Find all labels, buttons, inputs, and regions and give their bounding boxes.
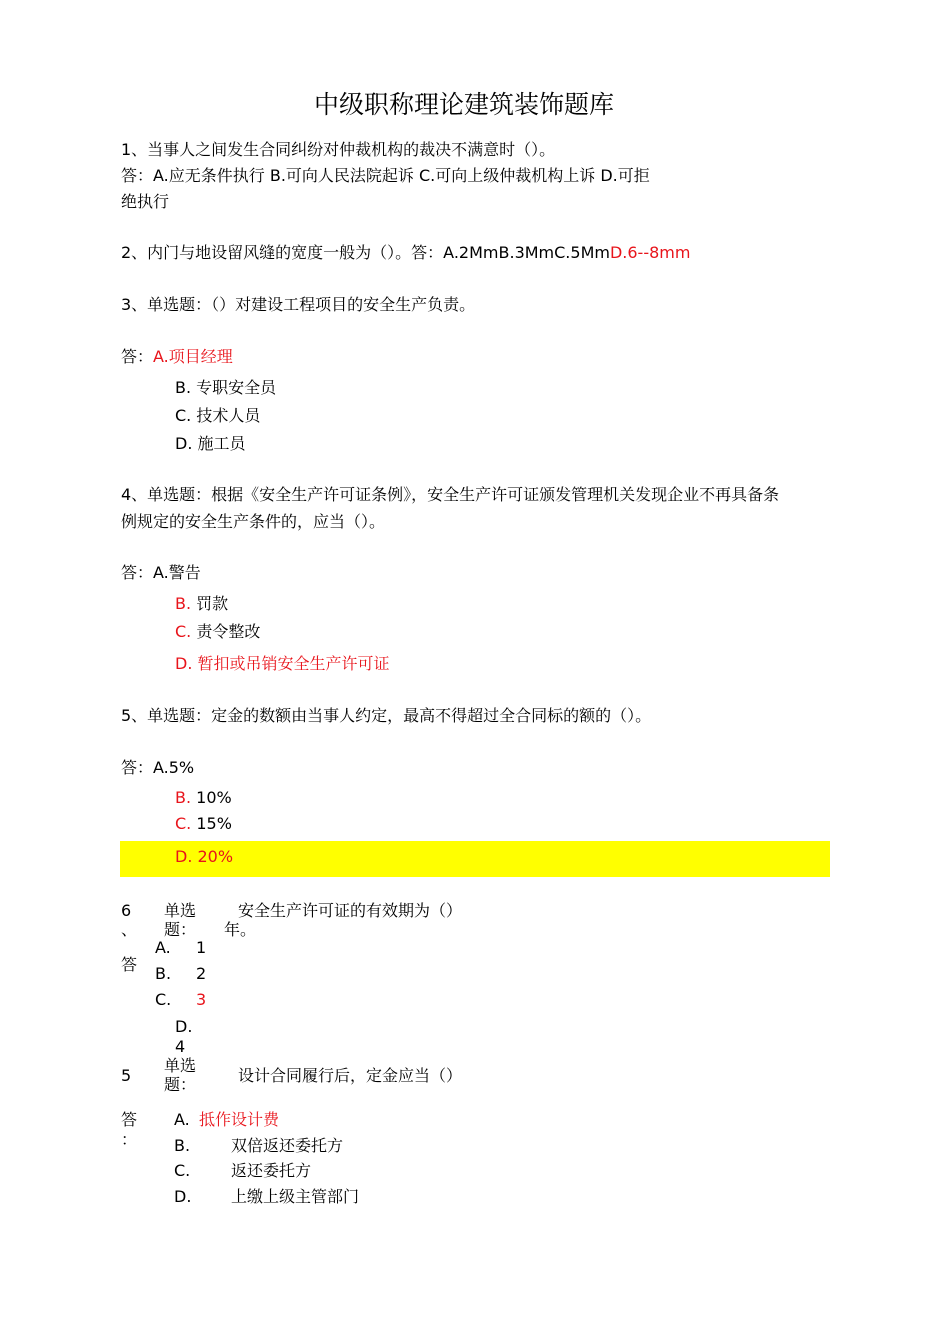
- answer-7-label-line2: ：: [121, 1130, 138, 1149]
- option-4-c: [175, 624, 260, 640]
- option-5-c-letter: C.: [175, 814, 192, 833]
- option-4-b-text: 罚款: [196, 594, 229, 613]
- option-7-d-letter: D.: [174, 1187, 192, 1206]
- option-4-c-text: 责令整改: [196, 622, 261, 641]
- question-6-text-line2: 年。: [224, 920, 257, 939]
- option-5-b-text: 10%: [196, 788, 232, 807]
- question-6-type-line1: 单选: [164, 901, 197, 920]
- question-3: 3、单选题：（）对建设工程项目的安全生产负责。: [121, 295, 476, 314]
- option-5-c: [175, 816, 232, 832]
- answer-7-label-line1: 答: [121, 1110, 138, 1129]
- option-3-c: C. 技术人员: [175, 406, 261, 425]
- option-5-c-text: 15%: [196, 814, 232, 833]
- option-7-d-text: 上缴上级主管部门: [231, 1187, 360, 1206]
- question-2-correct: D.6--8mm: [609, 243, 691, 262]
- option-6-c-letter: C.: [155, 990, 172, 1009]
- option-6-a-letter: A.: [155, 938, 171, 957]
- question-6-separator: 、: [121, 920, 138, 939]
- answer-1-line1: 答：A.应无条件执行 B.可向人民法院起诉 C.可向上级仲裁机构上诉 D.可拒: [121, 166, 650, 185]
- option-5-d: D. 20%: [175, 847, 234, 866]
- option-7-b-letter: B.: [174, 1136, 191, 1155]
- option-7-a-letter: A.: [174, 1110, 190, 1129]
- question-6-text-line1: 安全生产许可证的有效期为（）: [238, 901, 463, 920]
- question-2: [121, 245, 690, 261]
- question-7-type-line2: 题：: [164, 1075, 197, 1094]
- answer-5-a: 答：A.5%: [121, 758, 195, 777]
- question-7-type-line1: 单选: [164, 1056, 197, 1075]
- option-3-b: B. 专职安全员: [175, 378, 277, 397]
- option-6-b-letter: B.: [155, 964, 172, 983]
- option-7-a-text: 抵作设计费: [199, 1110, 280, 1129]
- question-5: 5、单选题：定金的数额由当事人约定，最高不得超过全合同标的额的（）。: [121, 706, 652, 725]
- option-6-d-value: 4: [175, 1037, 186, 1056]
- answer-3-correct: A.项目经理: [153, 347, 233, 366]
- document-title: 中级职称理论建筑装饰题库: [314, 90, 615, 119]
- option-7-c-letter: C.: [174, 1161, 191, 1180]
- option-3-d: D. 施工员: [175, 434, 246, 453]
- answer-4-a: 答：A.警告: [121, 563, 201, 582]
- option-6-d-letter: D.: [175, 1017, 193, 1036]
- question-7-text: 设计合同履行后，定金应当（）: [238, 1066, 463, 1085]
- question-4-line1: 4、单选题：根据《安全生产许可证条例》，安全生产许可证颁发管理机关发现企业不再具备条: [121, 485, 780, 504]
- answer-6-label: 答: [121, 955, 138, 974]
- option-4-c-letter: C.: [175, 622, 192, 641]
- option-6-a-value: 1: [196, 938, 207, 957]
- question-4-line2: 例规定的安全生产条件的，应当（）。: [121, 512, 386, 531]
- question-6-type-line2: 题：: [164, 920, 197, 939]
- option-4-b: [175, 596, 228, 612]
- question-2-text: 2、内门与地设留风缝的宽度一般为（）。答：A.2MmB.3MmC.5Mm: [121, 243, 610, 262]
- option-7-b-text: 双倍返还委托方: [231, 1136, 344, 1155]
- option-6-b-value: 2: [196, 964, 207, 983]
- option-4-d: D. 暂扣或吊销安全生产许可证: [175, 654, 390, 673]
- answer-3-a: [121, 349, 233, 365]
- answer-1-line2: 绝执行: [121, 192, 170, 211]
- option-4-b-letter: B.: [175, 594, 192, 613]
- question-1: 1、当事人之间发生合同纠纷对仲裁机构的裁决不满意时（）。: [121, 140, 556, 159]
- question-6-number: 6: [121, 901, 132, 920]
- option-6-c-value: 3: [196, 990, 207, 1009]
- option-7-c-text: 返还委托方: [231, 1161, 312, 1180]
- option-5-b-letter: B.: [175, 788, 192, 807]
- question-7-number: 5: [121, 1066, 132, 1085]
- option-5-b: [175, 790, 232, 806]
- answer-3-prefix: 答：: [121, 347, 154, 366]
